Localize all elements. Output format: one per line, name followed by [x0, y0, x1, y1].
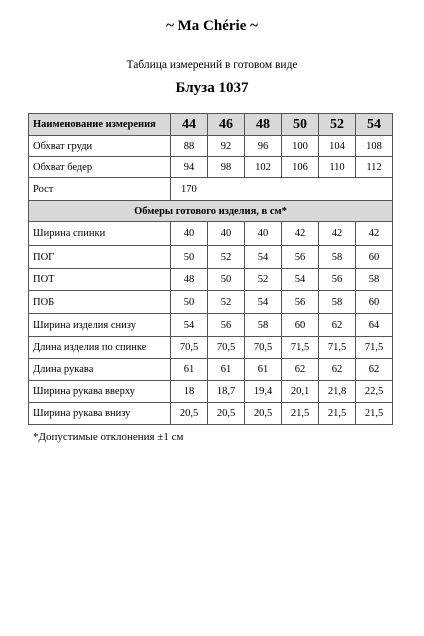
table-cell: 20,1 — [282, 381, 319, 403]
document-subtitle: Таблица измерений в готовом виде — [126, 59, 298, 71]
table-cell: 71,5 — [282, 337, 319, 359]
row-label: ПОБ — [29, 291, 171, 314]
table-cell: 94 — [171, 157, 208, 178]
table-cell: 70,5 — [208, 337, 245, 359]
table-cell: 20,5 — [208, 403, 245, 425]
table-cell: 21,8 — [319, 381, 356, 403]
height-row — [29, 178, 393, 201]
size-header: 50 — [282, 114, 319, 136]
product-title: Блуза 1037 — [175, 80, 249, 96]
table-row — [29, 157, 393, 178]
row-label: Обхват бедер — [29, 157, 171, 178]
table-cell: 60 — [282, 314, 319, 337]
table-cell: 102 — [245, 157, 282, 178]
table-cell: 40 — [208, 222, 245, 246]
size-table — [28, 113, 393, 425]
table-cell: 40 — [171, 222, 208, 246]
table-header-row — [29, 114, 393, 136]
tolerance-note: *Допустимые отклонения ±1 см — [33, 431, 184, 443]
table-row — [29, 314, 393, 337]
table-row — [29, 269, 393, 291]
table-row — [29, 246, 393, 269]
table-cell: 106 — [282, 157, 319, 178]
table-cell: 61 — [245, 359, 282, 381]
row-label: Ширина рукава вверху — [29, 381, 171, 403]
table-row — [29, 403, 393, 425]
table-cell: 21,5 — [356, 403, 393, 425]
table-cell: 108 — [356, 136, 393, 157]
table-row — [29, 222, 393, 246]
table-cell: 64 — [356, 314, 393, 337]
size-header: 44 — [171, 114, 208, 136]
table-cell: 88 — [171, 136, 208, 157]
table-cell: 62 — [319, 359, 356, 381]
table-cell: 58 — [319, 291, 356, 314]
table-cell: 92 — [208, 136, 245, 157]
row-label: Длина рукава — [29, 359, 171, 381]
table-row — [29, 359, 393, 381]
table-row — [29, 381, 393, 403]
row-label: ПОТ — [29, 269, 171, 291]
table-cell: 52 — [245, 269, 282, 291]
table-cell: 21,5 — [319, 403, 356, 425]
table-cell: 18,7 — [208, 381, 245, 403]
table-row — [29, 136, 393, 157]
table-row — [29, 337, 393, 359]
row-label: Ширина рукава внизу — [29, 403, 171, 425]
table-cell: 62 — [319, 314, 356, 337]
table-row — [29, 291, 393, 314]
table-cell: 54 — [245, 246, 282, 269]
table-cell: 22,5 — [356, 381, 393, 403]
table-cell: 50 — [171, 246, 208, 269]
size-header: 48 — [245, 114, 282, 136]
size-header: 52 — [319, 114, 356, 136]
table-cell: 56 — [319, 269, 356, 291]
table-cell: 61 — [171, 359, 208, 381]
table-cell: 56 — [208, 314, 245, 337]
table-cell: 20,5 — [171, 403, 208, 425]
table-cell: 56 — [282, 291, 319, 314]
row-label: Рост — [29, 178, 171, 201]
table-cell: 60 — [356, 246, 393, 269]
table-cell: 56 — [282, 246, 319, 269]
row-label: Ширина изделия снизу — [29, 314, 171, 337]
table-cell: 48 — [171, 269, 208, 291]
size-header: 54 — [356, 114, 393, 136]
table-cell: 42 — [319, 222, 356, 246]
table-cell: 54 — [282, 269, 319, 291]
table-cell: 71,5 — [319, 337, 356, 359]
table-cell: 100 — [282, 136, 319, 157]
header-label: Наименование измерения — [29, 114, 171, 136]
row-label: Ширина спинки — [29, 222, 171, 246]
section-title: Обмеры готового изделия, в см* — [29, 201, 393, 222]
table-cell: 19,4 — [245, 381, 282, 403]
table-cell: 18 — [171, 381, 208, 403]
row-label: ПОГ — [29, 246, 171, 269]
table-cell: 58 — [356, 269, 393, 291]
table-cell: 40 — [245, 222, 282, 246]
table-cell: 62 — [356, 359, 393, 381]
table-cell: 98 — [208, 157, 245, 178]
table-cell: 58 — [319, 246, 356, 269]
table-cell: 70,5 — [245, 337, 282, 359]
table-cell: 42 — [356, 222, 393, 246]
size-header: 46 — [208, 114, 245, 136]
table-cell: 104 — [319, 136, 356, 157]
brand-title: ~ Ma Chérie ~ — [166, 18, 258, 34]
table-cell: 50 — [171, 291, 208, 314]
table-cell: 96 — [245, 136, 282, 157]
table-cell: 71,5 — [356, 337, 393, 359]
table-cell: 112 — [356, 157, 393, 178]
row-label: Длина изделия по спинке — [29, 337, 171, 359]
table-cell: 20,5 — [245, 403, 282, 425]
section-header-row — [29, 201, 393, 222]
table-cell: 61 — [208, 359, 245, 381]
row-label: Обхват груди — [29, 136, 171, 157]
table-cell: 52 — [208, 291, 245, 314]
table-cell: 50 — [208, 269, 245, 291]
table-cell: 58 — [245, 314, 282, 337]
height-value: 170 — [171, 178, 393, 201]
table-cell: 42 — [282, 222, 319, 246]
table-cell: 60 — [356, 291, 393, 314]
table-cell: 110 — [319, 157, 356, 178]
table-cell: 52 — [208, 246, 245, 269]
table-cell: 70,5 — [171, 337, 208, 359]
table-cell: 62 — [282, 359, 319, 381]
table-cell: 54 — [245, 291, 282, 314]
table-cell: 21,5 — [282, 403, 319, 425]
table-cell: 54 — [171, 314, 208, 337]
